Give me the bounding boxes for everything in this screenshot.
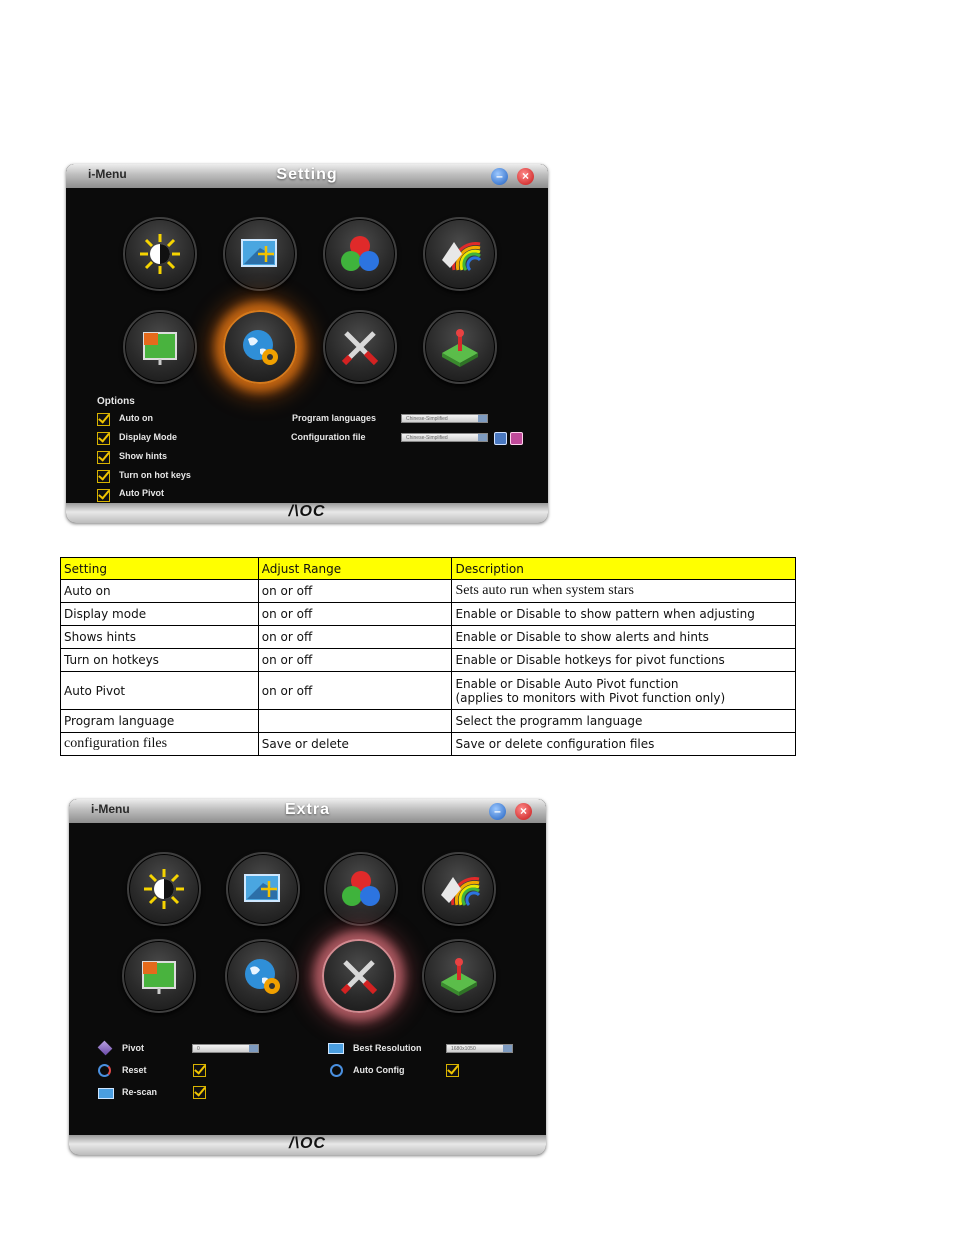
title-bar [66, 164, 548, 188]
pivot-icon [98, 1041, 113, 1056]
color-setup-icon[interactable] [323, 217, 397, 291]
configuration-file-select[interactable] [401, 433, 488, 442]
close-icon[interactable]: × [515, 803, 532, 820]
picture-boost-icon[interactable] [122, 939, 196, 1013]
table-cell: on or off [258, 649, 452, 672]
image-setup-icon[interactable] [223, 217, 297, 291]
auto-config-checkbox[interactable] [446, 1064, 459, 1077]
aoc-logo: /\OC [289, 1135, 326, 1152]
table-cell: on or off [258, 626, 452, 649]
extra-icon[interactable] [322, 939, 396, 1013]
show-hints-label: Show hints [119, 451, 167, 461]
table-header-row [61, 558, 796, 580]
best-resolution-value: 1680x1050 [451, 1046, 476, 1052]
exit-icon[interactable] [422, 939, 496, 1013]
close-icon[interactable]: × [517, 168, 534, 185]
table-row [61, 672, 796, 710]
show-hints-checkbox[interactable] [97, 451, 110, 464]
auto-pivot-label: Auto Pivot [119, 488, 164, 498]
table-cell: Save or delete configuration files [452, 733, 796, 756]
auto-config-label: Auto Config [353, 1065, 405, 1075]
table-row [61, 603, 796, 626]
table-row [61, 580, 796, 603]
minimize-icon[interactable]: – [491, 168, 508, 185]
table-cell: on or off [258, 672, 452, 710]
rescan-label: Re-scan [122, 1087, 158, 1097]
table-cell: Auto Pivot [61, 672, 259, 710]
window-footer [66, 503, 548, 523]
auto-on-label: Auto on [119, 413, 153, 423]
color-boost-icon[interactable] [423, 217, 497, 291]
options-title: Options [97, 396, 135, 407]
table-cell: Turn on hotkeys [61, 649, 259, 672]
display-mode-label: Display Mode [119, 432, 178, 442]
app-brand: i-Menu [88, 167, 127, 181]
table-cell: configuration files [61, 733, 259, 756]
chevron-down-icon [478, 415, 487, 422]
image-setup-icon[interactable] [226, 852, 300, 926]
picture-boost-icon[interactable] [123, 310, 197, 384]
color-setup-icon[interactable] [324, 852, 398, 926]
extra-icon[interactable] [323, 310, 397, 384]
table-cell: Enable or Disable hotkeys for pivot functions [452, 649, 796, 672]
table-cell: Sets auto run when system stars [452, 580, 796, 603]
table-row [61, 649, 796, 672]
hot-keys-label: Turn on hot keys [119, 470, 191, 480]
program-languages-value: Chinese-Simplified [406, 416, 448, 422]
auto-pivot-checkbox[interactable] [97, 489, 110, 502]
description-line: Enable or Disable Auto Pivot function [455, 676, 679, 691]
save-config-icon[interactable] [494, 432, 507, 445]
description-line: (applies to monitors with Pivot function only) [455, 690, 726, 705]
app-brand: i-Menu [91, 802, 130, 816]
auto-on-checkbox[interactable] [97, 413, 110, 426]
table-cell: on or off [258, 580, 452, 603]
minimize-icon[interactable]: – [489, 803, 506, 820]
rescan-checkbox[interactable] [193, 1086, 206, 1099]
table-cell: Shows hints [61, 626, 259, 649]
chevron-down-icon [503, 1045, 512, 1052]
table-cell: Program language [61, 710, 259, 733]
reset-icon [98, 1064, 111, 1077]
osd-setup-icon[interactable] [223, 310, 297, 384]
table-row [61, 733, 796, 756]
osd-setup-icon[interactable] [225, 939, 299, 1013]
luminance-icon[interactable] [123, 217, 197, 291]
auto-config-icon [330, 1064, 343, 1077]
chevron-down-icon [249, 1045, 258, 1052]
rescan-icon [98, 1088, 114, 1099]
configuration-file-label: Configuration file [291, 432, 366, 442]
table-cell: Enable or Disable to show alerts and hints [452, 626, 796, 649]
best-resolution-label: Best Resolution [353, 1043, 422, 1053]
header-cell: Setting [61, 558, 259, 580]
chevron-down-icon [478, 434, 487, 441]
table-cell: Select the programm language [452, 710, 796, 733]
best-resolution-icon [328, 1043, 344, 1054]
table-row [61, 710, 796, 733]
imenu-extra-window [69, 799, 546, 1155]
reset-label: Reset [122, 1065, 147, 1075]
pivot-label: Pivot [122, 1043, 145, 1053]
luminance-icon[interactable] [127, 852, 201, 926]
delete-config-icon[interactable] [510, 432, 523, 445]
header-cell: Adjust Range [258, 558, 452, 580]
pivot-select[interactable] [192, 1044, 259, 1053]
table-cell [258, 710, 452, 733]
table-cell: Auto on [61, 580, 259, 603]
table-cell: Enable or Disable to show pattern when adjusting [452, 603, 796, 626]
header-cell: Description [452, 558, 796, 580]
color-boost-icon[interactable] [422, 852, 496, 926]
program-languages-select[interactable] [401, 414, 488, 423]
pivot-value: 0 [197, 1046, 200, 1052]
window-footer [69, 1135, 546, 1155]
window-title: Setting [276, 166, 338, 183]
window-title: Extra [284, 801, 331, 818]
display-mode-checkbox[interactable] [97, 432, 110, 445]
table-cell [452, 672, 796, 710]
program-languages-label: Program languages [292, 413, 377, 423]
title-bar [69, 799, 546, 823]
table-cell: on or off [258, 603, 452, 626]
aoc-logo: /\OC [288, 503, 326, 520]
exit-icon[interactable] [423, 310, 497, 384]
reset-checkbox[interactable] [193, 1064, 206, 1077]
imenu-setting-window [66, 164, 548, 523]
table-cell: Save or delete [258, 733, 452, 756]
table-row [61, 626, 796, 649]
hot-keys-checkbox[interactable] [97, 470, 110, 483]
configuration-file-value: Chinese-Simplified [406, 435, 448, 441]
table-cell: Display mode [61, 603, 259, 626]
settings-table [60, 557, 796, 756]
best-resolution-select[interactable] [446, 1044, 513, 1053]
